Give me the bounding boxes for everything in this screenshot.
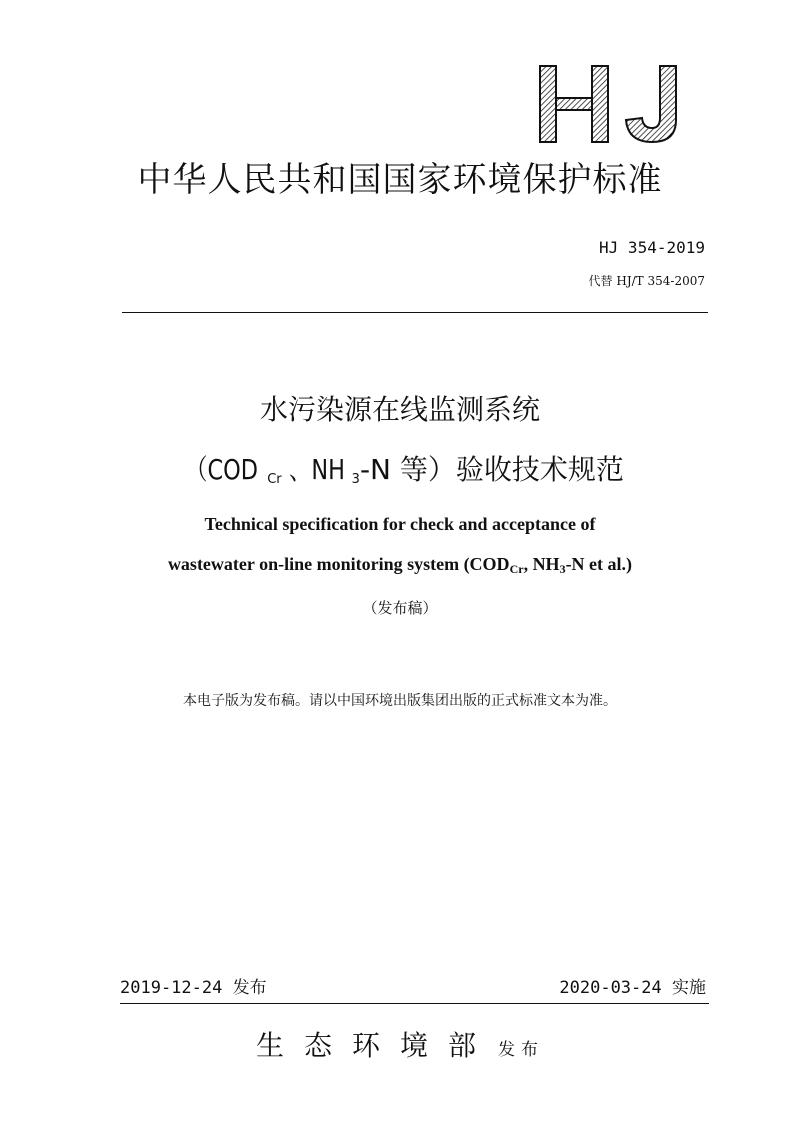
issue-date [120,976,267,1000]
agency-heading: 中华人民共和国国家环境保护标准 [137,160,663,200]
title-cn-line1: 水污染源在线监测系统 [259,393,540,426]
title-en-line1: Technical specification for check and acceptance of [204,514,596,534]
title-en-part-b: , NH [523,554,560,574]
title-en-subscript-cr: Cr [509,562,524,576]
title-en-part-a: wastewater on-line monitoring system (COD [167,554,510,574]
issuer-name: 生态环境部 [255,1029,496,1062]
issue-date-label: 发布 [232,978,267,998]
logo-text [520,148,521,149]
implement-date [559,976,706,1000]
title-cn-close: -N 等）验收技术规范 [359,453,624,486]
hj-standard-logo [520,58,690,148]
title-cn-paren-open: （COD [185,453,259,486]
title-en-subscript-3: 3 [559,562,566,576]
title-cn-subscript-cr: Cr [267,472,282,487]
logo-letter-j [626,66,676,142]
hj-logo-icon [520,58,690,148]
issue-date-value: 2019-12-24 [120,978,223,998]
implement-date-value: 2020-03-24 [559,978,662,998]
draft-label: （发布稿） [362,599,438,617]
logo-letter-h [540,66,608,142]
implement-date-label: 实施 [672,978,706,998]
title-en-line2 [0,552,800,581]
replaces-standard: 代替 HJ/T 354-2007 [588,274,705,288]
title-cn-subscript-3: 3 [351,472,360,487]
edition-notice: 本电子版为发布稿。请以中国环境出版集团出版的正式标准文本为准。 [183,693,617,709]
footer-divider [120,1003,709,1004]
title-cn-mid: 、NH [288,453,345,486]
standard-number: HJ 354-2019 [599,238,705,257]
issuer-action: 发布 [498,1040,544,1060]
issuer [0,1024,800,1064]
header-divider [122,312,708,313]
title-cn-line2 [0,448,800,502]
title-en-part-c: -N et al.) [565,554,633,574]
